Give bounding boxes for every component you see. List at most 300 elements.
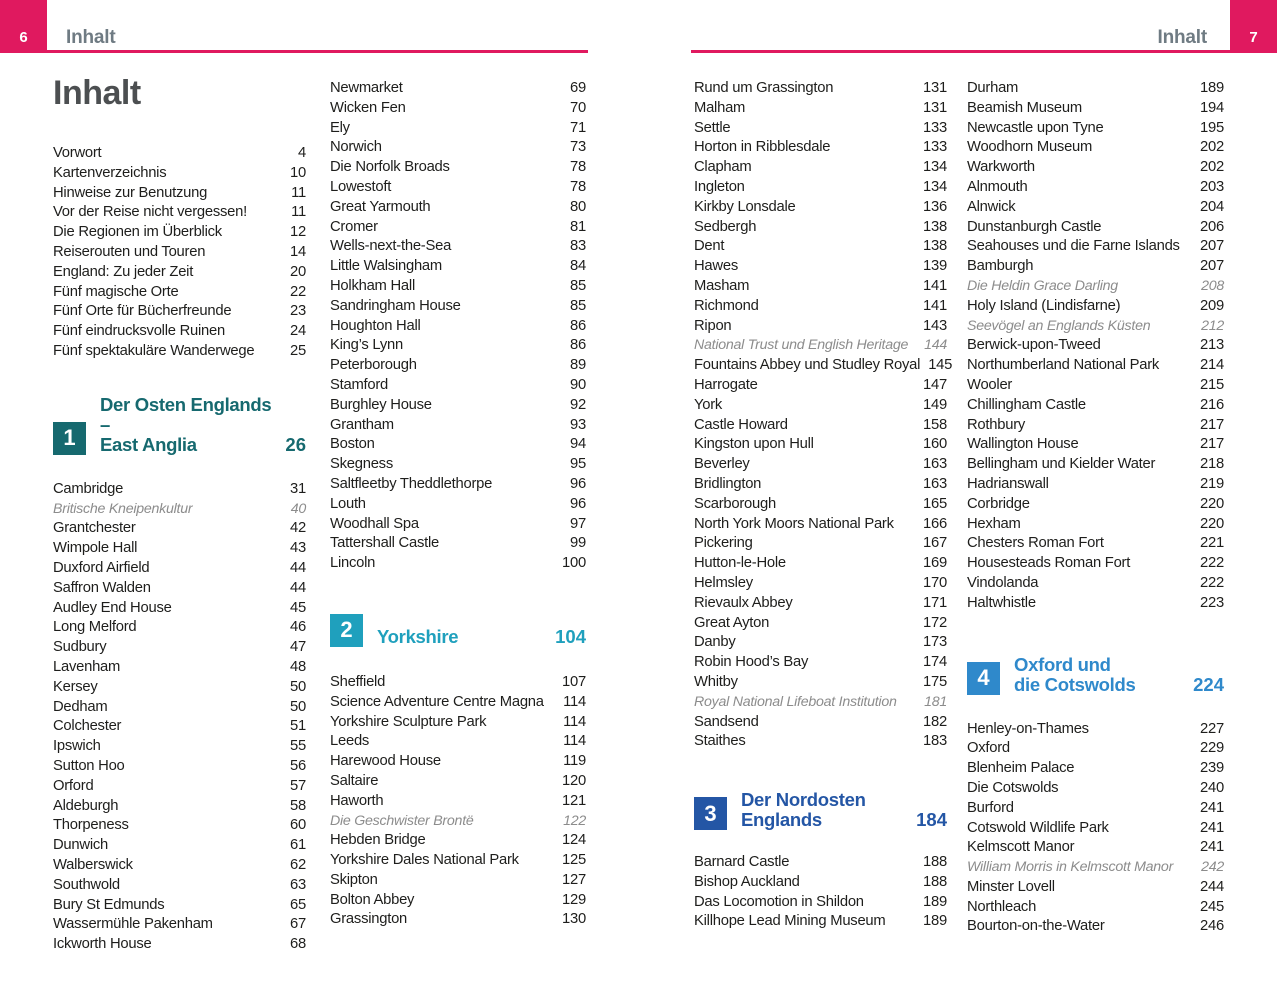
toc-entry — [694, 732, 947, 752]
toc-entry — [330, 99, 586, 119]
entry-label: Beverley — [694, 456, 750, 473]
entry-label: Rund um Grassington — [694, 80, 834, 96]
toc-entry — [694, 673, 947, 693]
entry-page-number: 141 — [923, 297, 947, 314]
entry-page-number: 134 — [923, 159, 947, 176]
toc-entry — [53, 164, 306, 184]
toc-entry — [967, 739, 1224, 759]
toc-entry — [53, 816, 306, 836]
entry-page-number: 206 — [1200, 218, 1224, 235]
entry-label: Helmsley — [694, 574, 753, 591]
toc-entry — [53, 856, 306, 876]
entry-label: Sandsend — [694, 713, 759, 730]
toc-entry — [694, 158, 947, 178]
entry-label: Vorwort — [53, 145, 102, 161]
entry-label: Yorkshire Dales National Park — [330, 852, 519, 869]
entry-label: Norwich — [330, 139, 382, 156]
toc-entry — [694, 713, 947, 733]
entry-page-number: 144 — [924, 337, 947, 354]
toc-entry — [694, 633, 947, 653]
entry-label: Bridlington — [694, 475, 762, 492]
entry-page-number: 182 — [923, 713, 947, 730]
entry-page-number: 60 — [290, 817, 306, 834]
entry-page-number: 170 — [923, 574, 947, 591]
entry-label: Peterborough — [330, 357, 417, 374]
entry-label: Rievaulx Abbey — [694, 594, 793, 611]
entry-page-number: 81 — [570, 218, 586, 235]
toc-entry — [967, 396, 1224, 416]
entry-label: Little Walsingham — [330, 258, 442, 275]
entry-page-number: 241 — [1200, 839, 1224, 856]
entry-label: Science Adventure Centre Magna — [330, 693, 544, 710]
right-page-number: 7 — [1249, 29, 1258, 46]
toc-entry — [53, 519, 306, 539]
entry-label: Masham — [694, 277, 750, 294]
toc-entry — [694, 594, 947, 614]
toc-entry — [967, 455, 1224, 475]
toc-entry — [967, 898, 1224, 918]
toc-entry — [330, 673, 586, 693]
toc-entry — [967, 759, 1224, 779]
toc-entry — [53, 184, 306, 204]
entry-label: Hadrianswall — [967, 475, 1049, 492]
toc-entry — [330, 416, 586, 436]
entry-page-number: 202 — [1200, 159, 1224, 176]
entry-label: Wells-next-the-Sea — [330, 238, 452, 255]
toc-entry — [330, 831, 586, 851]
toc-entry — [330, 772, 586, 792]
entry-label: Corbridge — [967, 495, 1030, 512]
entry-label: Ipswich — [53, 738, 101, 755]
toc-entry — [967, 277, 1224, 297]
toc-entry — [53, 935, 306, 955]
entry-page-number: 223 — [1200, 594, 1224, 611]
entry-page-number: 130 — [562, 911, 586, 928]
toc-entry — [53, 915, 306, 935]
toc-entry — [967, 495, 1224, 515]
entry-label: Kelmscott Manor — [967, 839, 1075, 856]
entry-page-number: 241 — [1200, 799, 1224, 816]
toc-entry — [694, 435, 947, 455]
entry-label: Haworth — [330, 792, 384, 809]
entry-label: Die Norfolk Broads — [330, 159, 450, 176]
entry-label: Die Geschwister Brontë — [330, 812, 474, 829]
toc-entry — [694, 893, 947, 913]
toc-entry — [53, 480, 306, 500]
entry-page-number: 216 — [1200, 396, 1224, 413]
entry-page-number: 92 — [570, 396, 586, 413]
toc-entry — [53, 737, 306, 757]
entry-label: Kartenverzeichnis — [53, 164, 167, 181]
entry-label: Rothbury — [967, 416, 1026, 433]
entry-page-number: 167 — [923, 535, 947, 552]
entry-label: Sutton Hoo — [53, 757, 125, 774]
entry-label: Killhope Lead Mining Museum — [694, 913, 886, 930]
toc-entry — [694, 912, 947, 932]
entry-page-number: 127 — [562, 871, 586, 888]
entry-label: Hutton-le-Hole — [694, 555, 786, 572]
toc-entry — [967, 356, 1224, 376]
entry-page-number: 158 — [923, 416, 947, 433]
entry-page-number: 56 — [290, 757, 306, 774]
entry-page-number: 218 — [1200, 456, 1224, 473]
section-number-badge: 4 — [967, 662, 1000, 695]
entry-page-number: 86 — [570, 337, 586, 354]
toc-entry — [53, 717, 306, 737]
entry-page-number: 51 — [290, 718, 306, 735]
toc-entry — [694, 119, 947, 139]
entry-page-number: 94 — [570, 436, 586, 453]
entry-label: Grantchester — [53, 520, 136, 537]
entry-page-number: 212 — [1201, 317, 1224, 334]
entry-label: Alnwick — [967, 198, 1016, 215]
toc-entry — [53, 876, 306, 896]
entry-page-number: 63 — [290, 876, 306, 893]
entry-page-number: 160 — [923, 436, 947, 453]
section-title — [377, 627, 458, 647]
entry-label: Great Ayton — [694, 614, 770, 631]
entry-page-number: 55 — [290, 738, 306, 755]
entry-page-number: 100 — [562, 555, 586, 572]
entry-label: Wassermühle Pakenham — [53, 916, 213, 933]
toc-entry — [967, 198, 1224, 218]
entry-label: Ely — [330, 119, 350, 136]
toc-column-1 — [53, 75, 306, 955]
toc-entry — [694, 475, 947, 495]
entry-label: Saffron Walden — [53, 579, 151, 596]
entry-label: Clapham — [694, 159, 752, 176]
toc-entry — [967, 720, 1224, 740]
toc-entry — [53, 500, 306, 520]
entry-label: Alnmouth — [967, 178, 1028, 195]
entry-label: Blenheim Palace — [967, 760, 1075, 777]
entry-page-number: 138 — [923, 218, 947, 235]
toc-column-4 — [967, 79, 1224, 937]
entry-page-number: 95 — [570, 456, 586, 473]
entry-page-number: 23 — [290, 303, 306, 320]
entry-page-number: 139 — [923, 258, 947, 275]
entry-label: Bourton-on-the-Water — [967, 918, 1105, 935]
toc-entry — [694, 79, 947, 99]
entry-label: Cotswold Wildlife Park — [967, 819, 1109, 836]
entry-page-number: 85 — [570, 277, 586, 294]
entry-page-number: 181 — [924, 693, 947, 710]
toc-entry — [694, 257, 947, 277]
toc-entry — [967, 237, 1224, 257]
entry-label: Thorpeness — [53, 817, 129, 834]
entry-page-number: 169 — [923, 555, 947, 572]
toc-entry — [53, 559, 306, 579]
toc-entry — [694, 297, 947, 317]
entry-page-number: 203 — [1200, 178, 1224, 195]
entry-page-number: 213 — [1200, 337, 1224, 354]
toc-entry — [967, 475, 1224, 495]
entry-label: Cromer — [330, 218, 378, 235]
entry-label: Housesteads Roman Fort — [967, 555, 1131, 572]
toc-entry — [967, 99, 1224, 119]
entry-page-number: 86 — [570, 317, 586, 334]
entry-page-number: 194 — [1200, 99, 1224, 116]
running-head-left: Inhalt — [66, 27, 116, 48]
entry-page-number: 221 — [1200, 535, 1224, 552]
toc-entry — [53, 599, 306, 619]
entry-label: Kirkby Lonsdale — [694, 198, 796, 215]
toc-entry — [694, 277, 947, 297]
toc-entry — [53, 698, 306, 718]
entry-page-number: 119 — [563, 753, 586, 770]
toc-entry — [330, 79, 586, 99]
entry-label: Burghley House — [330, 396, 432, 413]
toc-entry — [53, 263, 306, 283]
entry-label: Fünf eindrucksvolle Ruinen — [53, 323, 225, 340]
entry-label: Robin Hood’s Bay — [694, 654, 809, 671]
toc-entry — [694, 653, 947, 673]
entry-page-number: 129 — [562, 891, 586, 908]
entry-page-number: 227 — [1200, 720, 1224, 737]
entry-page-number: 147 — [923, 376, 947, 393]
entry-page-number: 209 — [1200, 297, 1224, 314]
section-title-line: Der Osten Englands – — [100, 393, 272, 435]
toc-entry — [967, 435, 1224, 455]
section-number-badge: 1 — [53, 422, 86, 455]
entry-page-number: 50 — [290, 678, 306, 695]
entry-page-number: 166 — [923, 515, 947, 532]
toc-entry — [694, 495, 947, 515]
toc-entry — [330, 732, 586, 752]
entry-page-number: 217 — [1200, 416, 1224, 433]
entry-label: Scarborough — [694, 495, 776, 512]
toc-entry — [330, 693, 586, 713]
entry-page-number: 222 — [1200, 574, 1224, 591]
entry-label: Chillingham Castle — [967, 396, 1086, 413]
entry-label: Aldeburgh — [53, 797, 119, 814]
entry-page-number: 97 — [570, 515, 586, 532]
toc-entry — [694, 317, 947, 337]
entry-page-number: 89 — [570, 357, 586, 374]
entry-page-number: 165 — [923, 495, 947, 512]
toc-entry — [53, 203, 306, 223]
entry-page-number: 99 — [570, 535, 586, 552]
toc-entry — [694, 416, 947, 436]
entry-page-number: 11 — [291, 184, 306, 201]
entry-page-number: 62 — [290, 856, 306, 873]
toc-entry — [53, 777, 306, 797]
section-page-number: 224 — [1193, 673, 1224, 695]
entry-label: Warkworth — [967, 159, 1035, 176]
toc-entry — [694, 515, 947, 535]
entry-label: Lowestoft — [330, 178, 392, 195]
toc-entry — [53, 144, 306, 164]
toc-entry — [330, 871, 586, 891]
toc-entry — [330, 455, 586, 475]
toc-entry — [967, 878, 1224, 898]
section-title-line: Yorkshire — [377, 625, 459, 647]
toc-entry — [330, 317, 586, 337]
entry-label: Orford — [53, 777, 94, 794]
entry-page-number: 173 — [923, 634, 947, 651]
toc-entry — [694, 178, 947, 198]
header-rule-left — [47, 50, 588, 53]
entry-label: Holy Island (Lindisfarne) — [967, 297, 1121, 314]
entry-label: Wooler — [967, 376, 1013, 393]
toc-entry — [967, 574, 1224, 594]
page-title: Inhalt — [53, 74, 141, 112]
toc-entry — [53, 618, 306, 638]
entry-label: Die Cotswolds — [967, 779, 1059, 796]
entry-page-number: 143 — [923, 317, 947, 334]
entry-page-number: 189 — [923, 913, 947, 930]
toc-entry — [53, 658, 306, 678]
entry-page-number: 222 — [1200, 555, 1224, 572]
entry-page-number: 47 — [290, 639, 306, 656]
toc-column-3 — [694, 79, 953, 932]
toc-entry — [694, 853, 947, 873]
entry-label: Fünf magische Orte — [53, 283, 179, 300]
toc-entry — [53, 283, 306, 303]
toc-entry — [694, 614, 947, 634]
entry-label: Malham — [694, 99, 746, 116]
toc-entry — [694, 237, 947, 257]
entry-page-number: 207 — [1200, 258, 1224, 275]
toc-entry — [967, 178, 1224, 198]
section-title — [741, 790, 866, 830]
toc-entry — [330, 277, 586, 297]
entry-label: Dent — [694, 238, 725, 255]
entry-page-number: 40 — [290, 500, 306, 517]
entry-page-number: 240 — [1200, 779, 1224, 796]
entry-label: Beamish Museum — [967, 99, 1082, 116]
toc-entry — [330, 475, 586, 495]
toc-entry — [53, 638, 306, 658]
entry-page-number: 174 — [923, 654, 947, 671]
entry-page-number: 50 — [290, 698, 306, 715]
entry-label: York — [694, 396, 723, 413]
section-number-badge: 2 — [330, 614, 363, 647]
entry-page-number: 124 — [562, 832, 586, 849]
entry-page-number: 195 — [1200, 119, 1224, 136]
toc-entry — [694, 356, 953, 376]
entry-label: Ingleton — [694, 178, 745, 195]
entry-label: National Trust und English Heritage — [694, 337, 909, 354]
entry-label: Castle Howard — [694, 416, 788, 433]
entry-page-number: 188 — [923, 854, 947, 871]
entry-page-number: 131 — [923, 99, 947, 116]
entry-label: Dunwich — [53, 837, 108, 854]
entry-page-number: 46 — [290, 619, 306, 636]
toc-entry — [330, 336, 586, 356]
entry-label: Pickering — [694, 535, 753, 552]
entry-label: Boston — [330, 436, 375, 453]
entry-label: Saltfleetby Theddlethorpe — [330, 475, 493, 492]
toc-entry — [330, 376, 586, 396]
entry-label: Hawes — [694, 258, 738, 275]
entry-label: Skipton — [330, 871, 378, 888]
entry-page-number: 11 — [291, 204, 306, 221]
toc-entry — [967, 376, 1224, 396]
toc-entry — [694, 534, 947, 554]
section-title-line: Englands — [741, 809, 822, 831]
toc-entry — [694, 455, 947, 475]
section-title-line: Oxford und — [1014, 653, 1111, 675]
toc-entry — [967, 515, 1224, 535]
entry-label: Bishop Auckland — [694, 873, 800, 890]
toc-entry — [694, 396, 947, 416]
entry-label: Oxford — [967, 740, 1010, 757]
entry-page-number: 204 — [1200, 198, 1224, 215]
entry-label: Yorkshire Sculpture Park — [330, 713, 487, 730]
entry-label: Burford — [967, 799, 1014, 816]
entry-label: Lincoln — [330, 555, 376, 572]
entry-page-number: 107 — [562, 673, 586, 690]
entry-label: Seevögel an Englands Küsten — [967, 317, 1151, 334]
entry-page-number: 207 — [1200, 238, 1224, 255]
entry-page-number: 78 — [570, 159, 586, 176]
entry-label: Hexham — [967, 515, 1021, 532]
toc-entry — [967, 79, 1224, 99]
entry-page-number: 133 — [923, 119, 947, 136]
entry-label: Bury St Edmunds — [53, 896, 165, 913]
section-title-line: East Anglia — [100, 433, 197, 455]
section-header — [694, 790, 947, 830]
entry-page-number: 163 — [923, 456, 947, 473]
entry-label: Whitby — [694, 673, 738, 690]
entry-page-number: 42 — [290, 520, 306, 537]
toc-entry — [53, 757, 306, 777]
entry-page-number: 183 — [923, 733, 947, 750]
entry-label: Ripon — [694, 317, 732, 334]
entry-label: Seahouses und die Farne Islands — [967, 238, 1180, 255]
entry-page-number: 133 — [923, 139, 947, 156]
entry-page-number: 67 — [290, 916, 306, 933]
toc-entry — [53, 223, 306, 243]
entry-page-number: 14 — [290, 243, 306, 260]
entry-page-number: 85 — [570, 297, 586, 314]
toc-entry — [967, 534, 1224, 554]
entry-label: Das Locomotion in Shildon — [694, 893, 864, 910]
entry-label: King’s Lynn — [330, 337, 403, 354]
entry-page-number: 114 — [563, 693, 586, 710]
toc-entry — [694, 198, 947, 218]
entry-label: Southwold — [53, 876, 120, 893]
toc-column-2 — [330, 79, 586, 930]
entry-page-number: 149 — [923, 396, 947, 413]
entry-page-number: 189 — [1200, 80, 1224, 96]
entry-page-number: 31 — [290, 480, 306, 497]
entry-label: Stamford — [330, 376, 389, 393]
entry-page-number: 242 — [1201, 859, 1224, 876]
toc-entry — [967, 257, 1224, 277]
entry-label: Bellingham und Kielder Water — [967, 456, 1156, 473]
entry-page-number: 90 — [570, 376, 586, 393]
entry-label: Henley-on-Thames — [967, 720, 1089, 737]
toc-entry — [330, 554, 586, 574]
entry-label: England: Zu jeder Zeit — [53, 263, 194, 280]
entry-label: Richmond — [694, 297, 759, 314]
entry-label: Colchester — [53, 718, 122, 735]
entry-page-number: 78 — [570, 178, 586, 195]
section-page-number: 26 — [285, 433, 306, 455]
entry-label: Dedham — [53, 698, 108, 715]
entry-page-number: 244 — [1200, 878, 1224, 895]
toc-entry — [330, 218, 586, 238]
toc-entry — [967, 819, 1224, 839]
entry-page-number: 10 — [290, 164, 306, 181]
entry-page-number: 125 — [562, 852, 586, 869]
toc-entry — [694, 99, 947, 119]
entry-page-number: 71 — [570, 119, 586, 136]
entry-page-number: 84 — [570, 258, 586, 275]
entry-page-number: 215 — [1200, 376, 1224, 393]
